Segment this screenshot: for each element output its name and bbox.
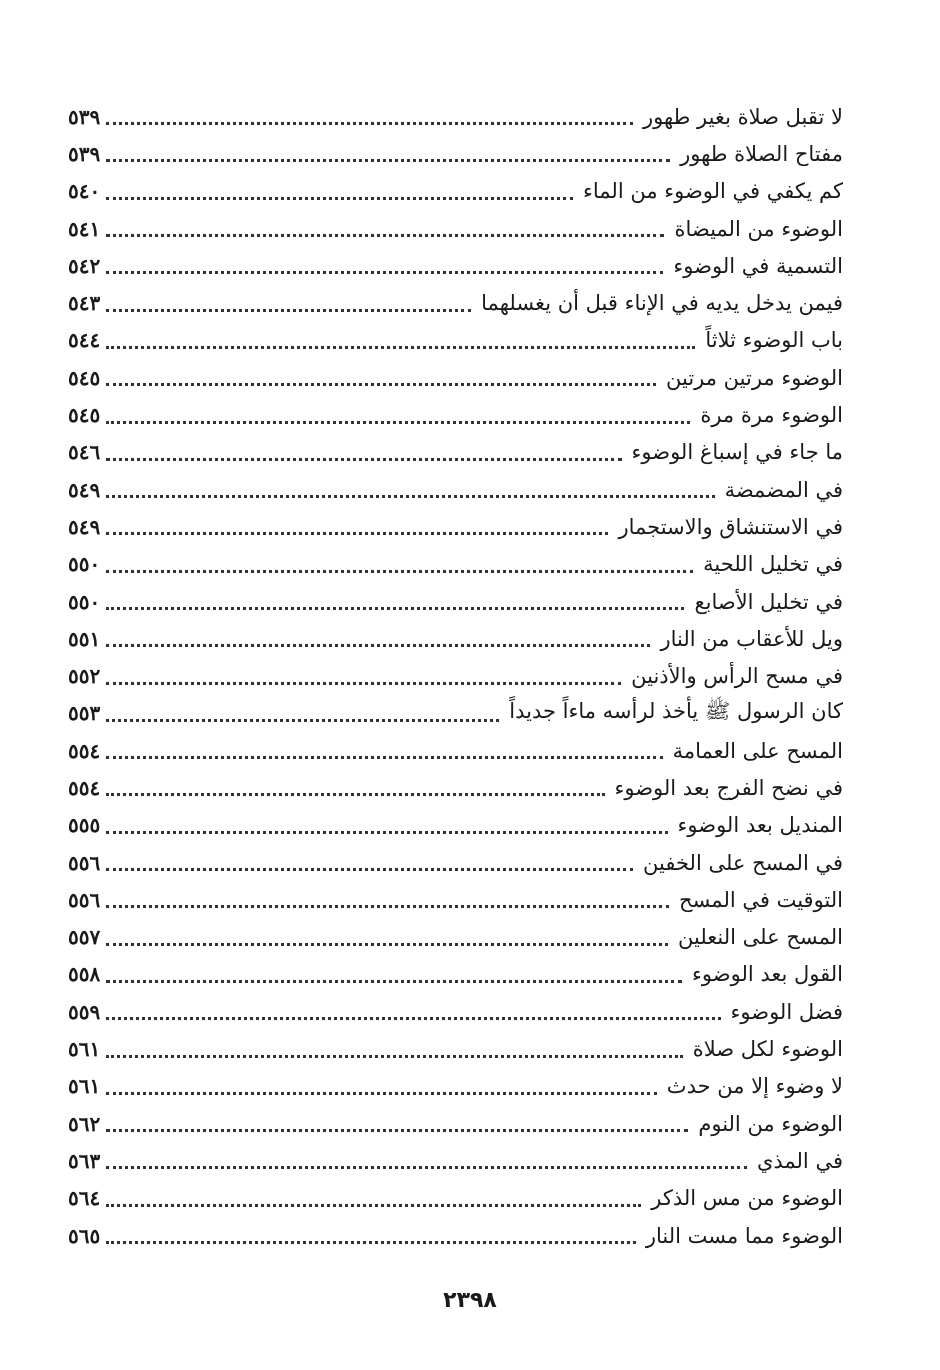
dot-leader	[106, 458, 621, 461]
dot-leader	[106, 943, 668, 946]
toc-entry	[68, 1217, 843, 1254]
page-number: ٢٣٩٨	[443, 1288, 497, 1313]
toc-entry	[68, 508, 843, 545]
toc-entry-title: كان الرسول ﷺ يأخذ لرأسه ماءاً جديداً	[509, 698, 843, 723]
toc-entry-page: ٥٣٩	[68, 104, 101, 129]
toc-entry-title: كم يكفي في الوضوء من الماء	[583, 179, 843, 204]
dot-leader	[106, 756, 662, 759]
dot-leader	[106, 570, 693, 573]
dot-leader	[106, 1166, 747, 1169]
toc-entry-title: المسح على النعلين	[678, 925, 843, 950]
toc-entry-page: ٥٦١	[68, 1074, 101, 1099]
dot-leader	[106, 383, 656, 386]
dot-leader	[106, 122, 633, 125]
toc-entry-title: في المذي	[756, 1148, 843, 1173]
dot-leader	[106, 682, 621, 685]
dot-leader	[106, 868, 633, 871]
toc-entry-title: باب الوضوء ثلاثاً	[705, 328, 843, 353]
toc-entry-title: الوضوء من النوم	[698, 1111, 843, 1136]
toc-entry-title: لا تقبل صلاة بغير طهور	[642, 104, 843, 129]
toc-entry	[68, 210, 843, 247]
toc-entry-title: في تخليل الأصابع	[694, 589, 843, 614]
toc-entry-title: الوضوء لكل صلاة	[692, 1037, 843, 1062]
toc-entry-page: ٥٥٤	[68, 738, 101, 763]
toc-entry-title: فضل الوضوء	[730, 999, 843, 1024]
toc-entry-title: في المسح على الخفين	[643, 850, 843, 875]
toc-entry	[68, 1180, 843, 1217]
toc-entry-title: التوقيت في المسح	[679, 887, 843, 912]
toc-entry	[68, 695, 843, 732]
toc-entry	[68, 956, 843, 993]
toc-entry-page: ٥٤١	[68, 216, 101, 241]
toc-entry-page: ٥٥١	[68, 626, 101, 651]
toc-entry-page: ٥٥٤	[68, 775, 101, 800]
toc-entry	[68, 1068, 843, 1105]
toc-entry	[68, 993, 843, 1030]
toc-entry	[68, 919, 843, 956]
toc-entry-page: ٥٤٦	[68, 440, 101, 465]
toc-entry-title: ما جاء في إسباغ الوضوء	[631, 440, 843, 465]
toc-entry-title: في تخليل اللحية	[703, 552, 843, 577]
toc-entry-page: ٥٤٢	[68, 253, 101, 278]
toc-entry-title: مفتاح الصلاة طهور	[680, 141, 843, 166]
toc-entry	[68, 657, 843, 694]
toc-entry	[68, 135, 843, 172]
toc-entry	[68, 844, 843, 881]
toc-entry-title: المسح على العمامة	[672, 738, 843, 763]
toc-entry-title: في مسح الرأس والأذنين	[631, 664, 843, 689]
toc-entry	[68, 546, 843, 583]
toc-entry-page: ٥٦١	[68, 1037, 101, 1062]
toc-entry	[68, 434, 843, 471]
toc-entry-page: ٥٣٩	[68, 141, 101, 166]
toc-entry-title: لا وضوء إلا من حدث	[666, 1074, 843, 1099]
toc-entry-title: في الاستنشاق والاستجمار	[618, 514, 843, 539]
toc-entry	[68, 620, 843, 657]
dot-leader	[106, 831, 667, 834]
toc-entry-page: ٥٥٥	[68, 813, 101, 838]
dot-leader	[106, 644, 650, 647]
toc-entry-title: الوضوء مرة مرة	[700, 403, 843, 428]
toc-entry-title: القول بعد الوضوء	[692, 962, 843, 987]
dot-leader	[106, 905, 669, 908]
toc-entry-page: ٥٥٦	[68, 850, 101, 875]
dot-leader	[106, 1129, 688, 1132]
toc-entry-title: الوضوء مما مست النار	[645, 1223, 843, 1248]
toc-entry-title: الوضوء مرتين مرتين	[666, 365, 843, 390]
toc-entry-page: ٥٥٩	[68, 999, 101, 1024]
toc-entry	[68, 359, 843, 396]
toc-entry-page: ٥٤٩	[68, 477, 101, 502]
dot-leader	[106, 1204, 641, 1207]
toc-entry-page: ٥٤٥	[68, 365, 101, 390]
toc-entry-page: ٥٤٠	[68, 179, 101, 204]
toc-entry-title: التسمية في الوضوء	[673, 253, 843, 278]
toc-entry-page: ٥٥٧	[68, 925, 101, 950]
dot-leader	[106, 1017, 720, 1020]
dot-leader	[106, 980, 682, 983]
toc-entry	[68, 98, 843, 135]
dot-leader	[106, 719, 499, 722]
dot-leader	[106, 1241, 636, 1244]
toc-entry-page: ٥٦٢	[68, 1111, 101, 1136]
dot-leader	[106, 271, 663, 274]
toc-entry-page: ٥٥٠	[68, 589, 101, 614]
toc-entry-title: فيمن يدخل يديه في الإناء قبل أن يغسلهما	[481, 291, 843, 316]
dot-leader	[106, 159, 670, 162]
dot-leader	[106, 793, 604, 796]
toc-entry	[68, 583, 843, 620]
toc-entry-page: ٥٥٠	[68, 552, 101, 577]
dot-leader	[106, 532, 608, 535]
toc-entry-title: المنديل بعد الوضوء	[677, 813, 843, 838]
table-of-contents	[68, 98, 843, 1254]
toc-entry-title: الوضوء من الميضاة	[674, 216, 843, 241]
toc-entry-page: ٥٥٣	[68, 701, 101, 726]
toc-entry-page: ٥٤٤	[68, 328, 101, 353]
dot-leader	[106, 421, 690, 424]
toc-entry	[68, 807, 843, 844]
dot-leader	[106, 197, 573, 200]
toc-entry	[68, 322, 843, 359]
toc-entry-page: ٥٥٢	[68, 664, 101, 689]
toc-entry	[68, 769, 843, 806]
toc-entry-page: ٥٦٣	[68, 1148, 101, 1173]
dot-leader	[106, 495, 714, 498]
toc-entry-page: ٥٥٨	[68, 962, 101, 987]
toc-entry	[68, 881, 843, 918]
toc-entry-page: ٥٤٩	[68, 514, 101, 539]
toc-entry	[68, 396, 843, 433]
toc-entry	[68, 1030, 843, 1067]
toc-entry	[68, 471, 843, 508]
toc-entry	[68, 247, 843, 284]
toc-entry	[68, 284, 843, 321]
toc-entry	[68, 1142, 843, 1179]
toc-entry-page: ٥٤٥	[68, 403, 101, 428]
toc-entry	[68, 732, 843, 769]
toc-entry-page: ٥٤٣	[68, 291, 101, 316]
dot-leader	[106, 309, 471, 312]
dot-leader	[106, 1092, 657, 1095]
dot-leader	[106, 1055, 683, 1058]
toc-entry-title: في نضح الفرج بعد الوضوء	[614, 775, 843, 800]
toc-entry-title: ويل للأعقاب من النار	[660, 626, 843, 651]
toc-entry-title: الوضوء من مس الذكر	[651, 1186, 843, 1211]
toc-entry-page: ٥٦٤	[68, 1186, 101, 1211]
toc-entry	[68, 1105, 843, 1142]
dot-leader	[106, 234, 664, 237]
dot-leader	[106, 346, 695, 349]
toc-entry	[68, 173, 843, 210]
toc-entry-page: ٥٥٦	[68, 887, 101, 912]
toc-entry-page: ٥٦٥	[68, 1223, 101, 1248]
toc-entry-title: في المضمضة	[724, 477, 843, 502]
dot-leader	[106, 607, 684, 610]
